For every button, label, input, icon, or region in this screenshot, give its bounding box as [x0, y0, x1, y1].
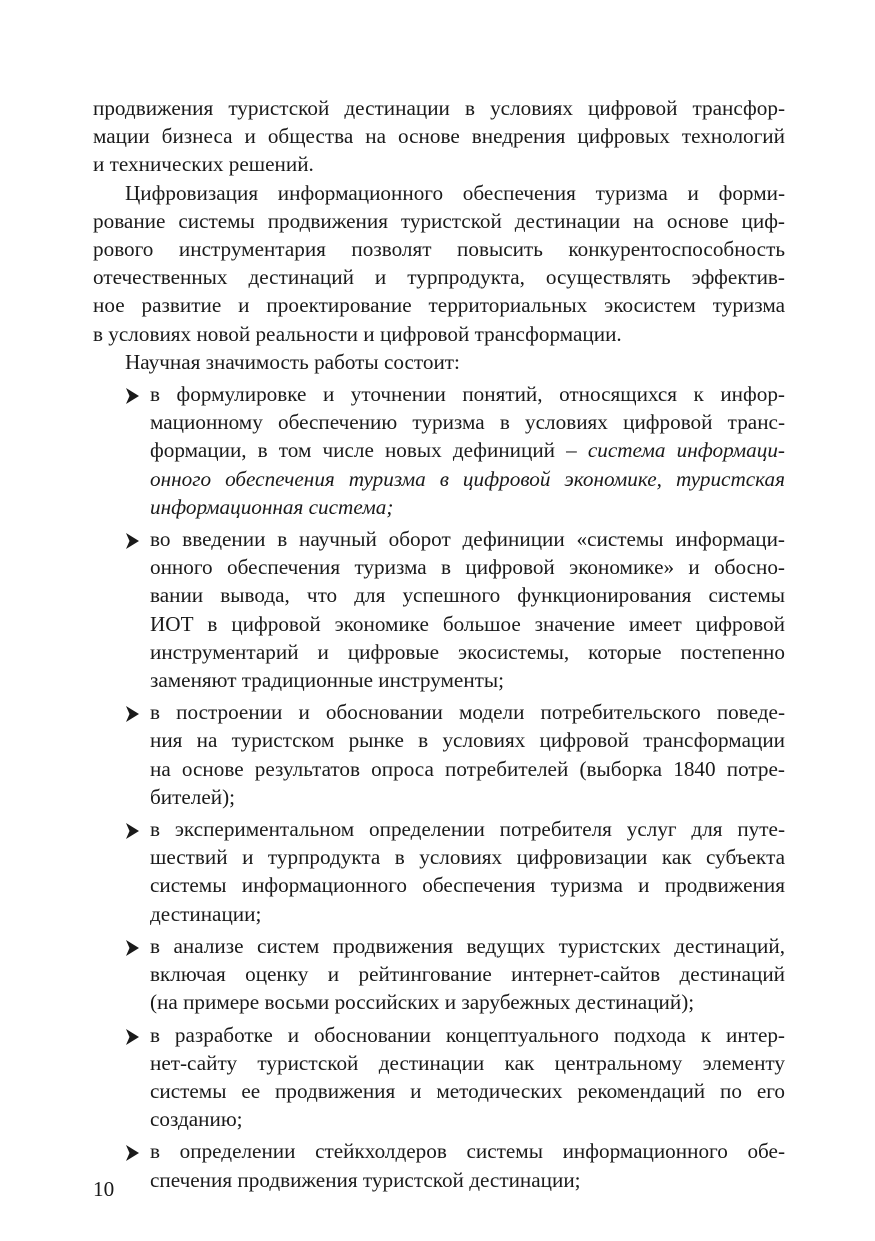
text-line — [150, 465, 785, 493]
text-line — [150, 726, 785, 754]
plain-text: в анализе систем продвижения ведущих туристских дестинаций, — [150, 933, 785, 958]
plain-text: ИОТ в цифровой экономике большое значение имеет цифровой — [150, 611, 785, 636]
text-line — [150, 988, 785, 1016]
text-line — [150, 493, 785, 521]
list-item — [93, 815, 785, 928]
text-line: в условиях новой реальности и цифровой трансформации. — [93, 321, 622, 346]
plain-text: ния на туристском рынке в условиях цифровой трансформации — [150, 728, 785, 753]
plain-text: во введении в научный оборот дефиниции «системы информаци- — [150, 527, 785, 552]
plain-text: нет-сайту туристской дестинации как центральному элементу — [150, 1050, 785, 1075]
significance-intro — [93, 348, 785, 376]
plain-text: на основе результатов опроса потребителей (выборка 1840 потре- — [150, 756, 785, 781]
list-item — [93, 1137, 785, 1193]
text-line — [150, 815, 785, 843]
arrow-bullet-icon — [125, 1145, 139, 1161]
plain-text: в разработке и обосновании концептуального подхода к интер- — [150, 1022, 785, 1047]
list-item — [93, 380, 785, 521]
page-body — [93, 94, 785, 1198]
text-line — [150, 638, 785, 666]
text-line: рование системы продвижения туристской дестинации на основе циф- — [93, 208, 785, 233]
arrow-bullet-icon — [125, 533, 139, 549]
arrow-bullet-icon — [125, 388, 139, 404]
arrow-bullet-icon — [125, 823, 139, 839]
list-item — [93, 698, 785, 811]
plain-text: (на примере восьми российских и зарубежных дестинаций); — [150, 990, 695, 1015]
text-line — [150, 1166, 785, 1194]
plain-text: в формулировке и уточнении понятий, относящихся к инфор- — [150, 382, 785, 407]
text-line — [150, 436, 785, 464]
list-item — [93, 1021, 785, 1134]
text-line — [150, 783, 785, 811]
plain-text: в построении и обосновании модели потребительского поведе- — [150, 700, 785, 725]
plain-text: формации, в том числе новых дефиниций – — [150, 438, 588, 463]
text-line — [150, 380, 785, 408]
plain-text: системы информационного обеспечения туризма и продвижения — [150, 873, 785, 898]
text-line — [150, 553, 785, 581]
text-line: и технических решений. — [93, 152, 314, 177]
plain-text: системы ее продвижения и методических рекомендаций по его — [150, 1078, 785, 1103]
text-line — [150, 1137, 785, 1165]
text-line — [150, 1105, 785, 1133]
text-line — [150, 1049, 785, 1077]
arrow-bullet-icon — [125, 706, 139, 722]
text-line — [150, 698, 785, 726]
text-line — [150, 871, 785, 899]
text-line — [150, 843, 785, 871]
text-line: продвижения туристской дестинации в условиях цифровой трансфор- — [93, 96, 785, 120]
plain-text: заменяют традиционные инструменты; — [150, 668, 505, 693]
text-line — [150, 932, 785, 960]
text-line: Цифровизация информационного обеспечения туризма и форми- — [125, 180, 785, 205]
text-line — [150, 525, 785, 553]
text-line: ное развитие и проектирование территориальных экосистем туризма — [93, 293, 785, 318]
plain-text: дестинации; — [150, 901, 262, 926]
list-item — [93, 932, 785, 1017]
plain-text: инструментарий и цифровые экосистемы, которые постепенно — [150, 639, 785, 664]
text-line: отечественных дестинаций и турпродукта, осуществлять эффектив- — [93, 265, 785, 290]
text-line — [150, 581, 785, 609]
text-line — [150, 666, 785, 694]
text-line — [150, 960, 785, 988]
plain-text: мационному обеспечению туризма в условиях цифровой транс- — [150, 410, 785, 435]
italic-term: информационная система; — [150, 494, 394, 519]
text-line — [150, 900, 785, 928]
text-line: мации бизнеса и общества на основе внедрения цифровых технологий — [93, 124, 785, 149]
list-item — [93, 525, 785, 694]
arrow-bullet-icon — [125, 1029, 139, 1045]
italic-term: система информаци- — [587, 438, 785, 463]
page-number: 10 — [93, 1177, 115, 1201]
plain-text: включая оценку и рейтингование интернет-сайтов дестинаций — [150, 962, 785, 987]
text-line — [150, 1021, 785, 1049]
significance-list — [93, 380, 785, 1194]
intro-paragraph — [93, 94, 785, 179]
text-line — [150, 1077, 785, 1105]
plain-text: бителей); — [150, 784, 236, 809]
text-line — [150, 408, 785, 436]
digitalization-paragraph — [93, 179, 785, 348]
plain-text: вании вывода, что для успешного функционирования системы — [150, 583, 785, 608]
plain-text: в определении стейкхолдеров системы информационного обе- — [150, 1139, 785, 1164]
plain-text: в экспериментальном определении потребителя услуг для путе- — [150, 817, 785, 842]
arrow-bullet-icon — [125, 940, 139, 956]
text-line — [150, 610, 785, 638]
text-line: Научная значимость работы состоит: — [125, 349, 460, 374]
italic-term: онного обеспечения туризма в цифровой экономике, туристская — [150, 466, 785, 491]
text-line — [150, 755, 785, 783]
plain-text: спечения продвижения туристской дестинации; — [150, 1167, 581, 1192]
plain-text: шествий и турпродукта в условиях цифровизации как субъекта — [150, 845, 785, 870]
plain-text: созданию; — [150, 1107, 243, 1132]
plain-text: онного обеспечения туризма в цифровой экономике» и обосно- — [150, 555, 785, 580]
text-line: рового инструментария позволят повысить конкурентоспособность — [93, 237, 785, 262]
